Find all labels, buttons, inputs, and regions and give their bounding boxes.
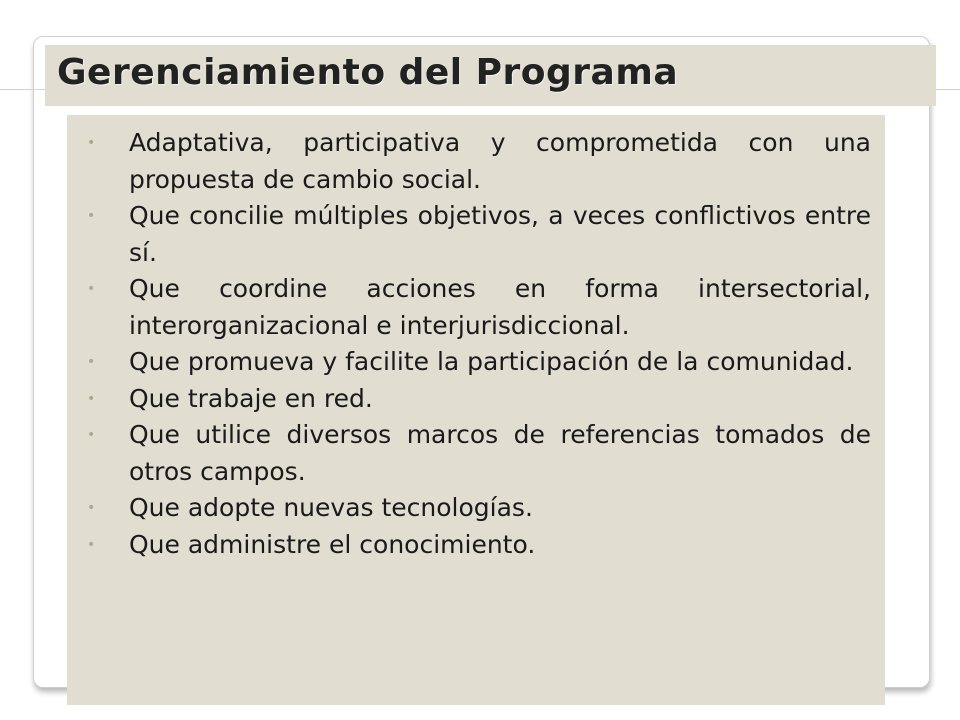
bullet-item: [67, 271, 885, 344]
bullet-item: [67, 417, 885, 490]
bullet-text: Que utilice diversos marcos de referencias tomados de otros campos.: [129, 420, 871, 486]
bullet-list: [67, 125, 885, 563]
bullet-text: Que concilie múltiples objetivos, a veces conflictivos entre sí.: [129, 201, 871, 267]
bullet-icon: •: [87, 390, 96, 407]
bullet-icon: •: [87, 500, 96, 516]
bullet-icon: •: [87, 354, 96, 370]
bullet-item: [67, 125, 885, 198]
bullet-item: [67, 490, 885, 527]
bullet-icon: •: [87, 536, 96, 553]
bullet-item: [67, 381, 885, 418]
bullet-text: Que coordine acciones en forma intersectorial, interorganizacional e interjurisdiccional.: [129, 274, 871, 340]
bullet-text: Que administre el conocimiento.: [129, 529, 536, 559]
bullet-text: Adaptativa, participativa y comprometida con una propuesta de cambio social.: [129, 128, 871, 194]
bullet-icon: •: [87, 427, 96, 443]
bullet-text: Que adopte nuevas tecnologías.: [129, 493, 533, 522]
bullet-text: Que promueva y facilite la participación de la comunidad.: [129, 347, 854, 376]
content-panel: [67, 115, 885, 705]
bullet-item: [67, 527, 885, 564]
bullet-text: Que trabaje en red.: [129, 383, 373, 413]
bullet-icon: •: [87, 281, 96, 297]
bullet-item: [67, 198, 885, 271]
bullet-item: [67, 344, 885, 381]
bullet-icon: •: [87, 208, 96, 224]
bullet-icon: •: [87, 135, 96, 151]
title-bar: [45, 45, 936, 106]
slide-title: Gerenciamiento del Programa: [57, 52, 679, 93]
